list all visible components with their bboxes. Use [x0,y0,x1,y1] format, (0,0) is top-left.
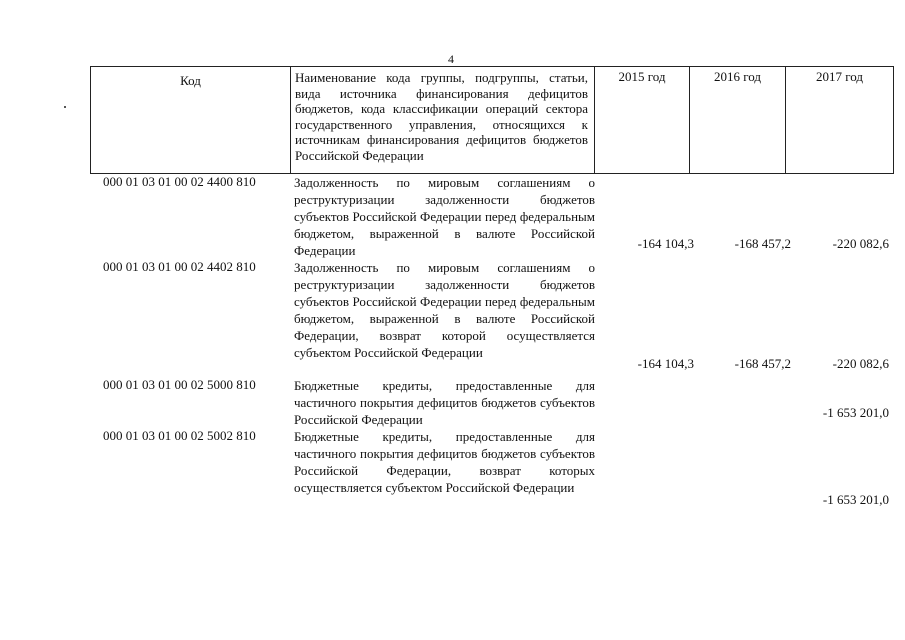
row-code: 000 01 03 01 00 02 4400 810 [103,174,256,189]
header-year-2016: 2016 год [690,67,786,173]
header-year-2017: 2017 год [816,69,863,84]
row-name: Бюджетные кредиты, предоставленные для частичного покрытия дефицитов бюджетов субъектов Российской Федерации, возврат которых осуществляется субъектом Российской Федерации [294,429,595,495]
row-value-2017: -1 653 201,0 [822,405,889,420]
header-year-2015: 2015 год [595,67,690,173]
scan-speck [64,106,66,108]
row-code: 000 01 03 01 00 02 4402 810 [103,259,256,274]
row-code: 000 01 03 01 00 02 5000 810 [103,377,256,392]
row-name: Задолженность по мировым соглашениям о реструктуризации задолженности бюджетов субъектов Российской Федерации перед федеральным бюджетом, выраженной в валюте Российской Федерации, возврат которой осуществляется субъектом Российской Федерации [294,260,595,360]
table-header [90,66,894,174]
row-value-2016: -168 457,2 [734,236,791,251]
row-value-2017: -1 653 201,0 [822,492,889,507]
row-code: 000 01 03 01 00 02 5002 810 [103,428,256,443]
row-value-2017: -220 082,6 [832,356,889,371]
row-name: Задолженность по мировым соглашениям о реструктуризации задолженности бюджетов субъектов Российской Федерации перед федеральным бюджетом, выраженной в валюте Российской Федерации [294,175,595,258]
row-value-2016: -168 457,2 [734,356,791,371]
header-name: Наименование кода группы, подгруппы, статьи, вида источника финансирования дефицитов бюджетов, кода классификации операций сектора государственного управления, относящихся к источникам финансирования дефицитов бюджетов Российской Федерации [291,67,595,173]
row-value-2015: -164 104,3 [637,236,694,251]
row-name: Бюджетные кредиты, предоставленные для частичного покрытия дефицитов бюджетов субъектов Российской Федерации [294,378,595,427]
page-number: 4 [448,52,454,66]
row-value-2017: -220 082,6 [832,236,889,251]
row-value-2015: -164 104,3 [637,356,694,371]
header-code: Код [91,67,291,173]
